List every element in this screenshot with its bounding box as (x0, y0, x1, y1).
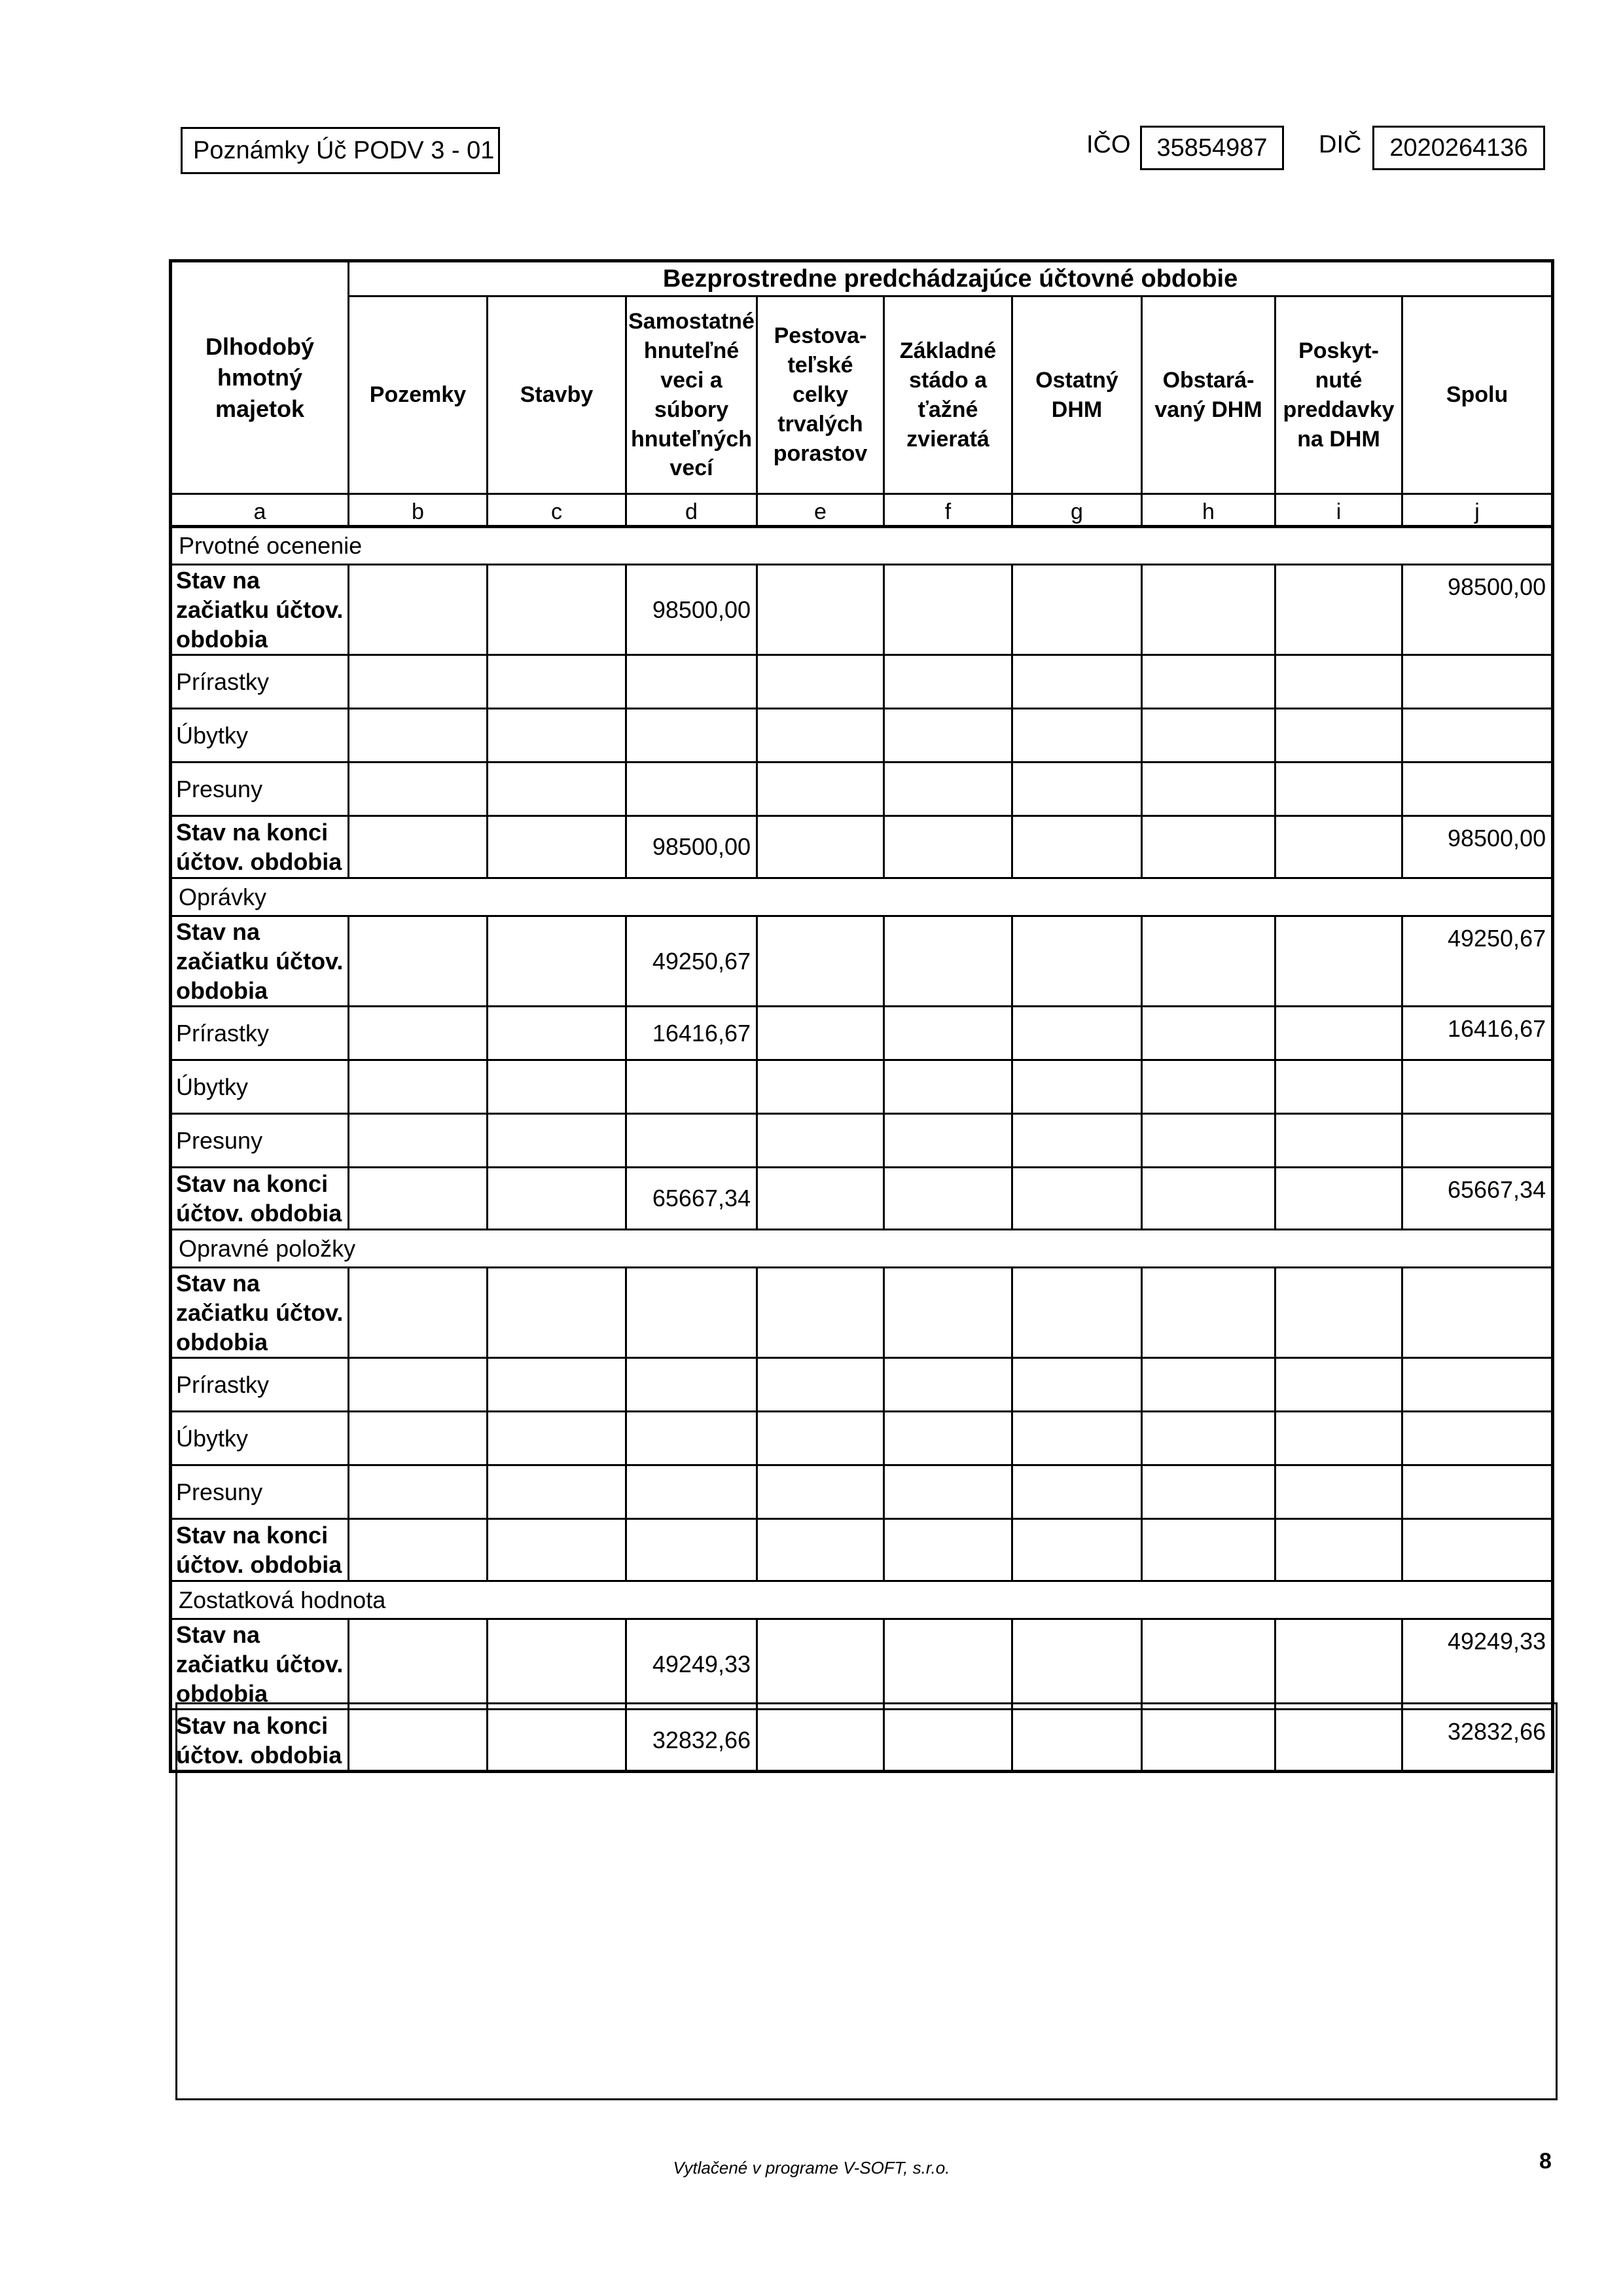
value-cell (757, 916, 884, 1007)
column-letter: i (1275, 494, 1402, 527)
row-label: Presuny (171, 1465, 349, 1519)
column-letter: b (349, 494, 488, 527)
form-code-box (181, 127, 500, 174)
value-cell (757, 565, 884, 655)
column-header: Pozemky (349, 296, 488, 494)
value-cell (1275, 1619, 1402, 1710)
value-cell (1402, 1358, 1553, 1412)
column-letter: j (1402, 494, 1553, 527)
row-label: Presuny (171, 1114, 349, 1168)
row-header: Dlhodobý hmotný majetok (171, 261, 349, 494)
row-label: Presuny (171, 762, 349, 816)
value-cell (757, 1268, 884, 1358)
value-cell (1402, 1060, 1553, 1114)
row-label: Stav na konci účtov. obdobia (171, 816, 349, 878)
row-label: Stav na začiatku účtov. obdobia (171, 916, 349, 1007)
value-cell: 65667,34 (1402, 1168, 1553, 1230)
value-cell (1142, 1007, 1275, 1060)
value-cell (349, 1268, 488, 1358)
value-cell (1275, 1060, 1402, 1114)
value-cell (626, 1268, 757, 1358)
table-row (171, 1465, 1553, 1519)
table-row (171, 916, 1553, 1007)
value-cell (626, 655, 757, 709)
value-cell (1142, 1060, 1275, 1114)
value-cell (757, 655, 884, 709)
table-row (171, 565, 1553, 655)
value-cell: 98500,00 (1402, 816, 1553, 878)
value-cell (488, 816, 626, 878)
value-cell (1142, 916, 1275, 1007)
value-cell (1275, 1268, 1402, 1358)
column-letter: c (488, 494, 626, 527)
period-title: Bezprostredne predchádzajúce účtovné obdobie (349, 261, 1553, 296)
value-cell (757, 762, 884, 816)
value-cell (488, 1412, 626, 1465)
table-row (171, 655, 1553, 709)
section-title: Zostatková hodnota (171, 1581, 1553, 1619)
value-cell (1275, 1519, 1402, 1581)
value-cell (1012, 655, 1142, 709)
value-cell (626, 1114, 757, 1168)
value-cell (349, 1007, 488, 1060)
value-cell (626, 762, 757, 816)
value-cell (488, 1168, 626, 1230)
value-cell (884, 1412, 1012, 1465)
value-cell (757, 1412, 884, 1465)
value-cell (488, 916, 626, 1007)
value-cell (884, 1007, 1012, 1060)
row-label: Stav na začiatku účtov. obdobia (171, 565, 349, 655)
row-label: Stav na konci účtov. obdobia (171, 1710, 349, 1772)
table-row (171, 1358, 1553, 1412)
value-cell (1142, 1114, 1275, 1168)
value-cell (349, 1465, 488, 1519)
assets-table (169, 259, 1554, 1773)
value-cell (884, 1465, 1012, 1519)
column-header: Samostatné hnuteľné veci a súbory hnuteľných vecí (626, 296, 757, 494)
value-cell (1402, 762, 1553, 816)
value-cell (884, 1060, 1012, 1114)
value-cell (757, 1114, 884, 1168)
value-cell (1142, 1358, 1275, 1412)
value-cell (1142, 1619, 1275, 1710)
column-letter: g (1012, 494, 1142, 527)
value-cell (349, 1168, 488, 1230)
value-cell (488, 565, 626, 655)
value-cell (1142, 1268, 1275, 1358)
value-cell (884, 1358, 1012, 1412)
row-label: Stav na začiatku účtov. obdobia (171, 1619, 349, 1710)
value-cell (349, 916, 488, 1007)
value-cell (349, 816, 488, 878)
value-cell (349, 762, 488, 816)
value-cell (884, 916, 1012, 1007)
table-row (171, 816, 1553, 878)
value-cell: 32832,66 (1402, 1710, 1553, 1772)
value-cell (884, 1114, 1012, 1168)
value-cell: 16416,67 (1402, 1007, 1553, 1060)
value-cell (884, 565, 1012, 655)
value-cell (1402, 1519, 1553, 1581)
value-cell (884, 1268, 1012, 1358)
table-row (171, 1268, 1553, 1358)
value-cell (1012, 762, 1142, 816)
value-cell (1012, 709, 1142, 762)
value-cell (488, 1007, 626, 1060)
value-cell (488, 1268, 626, 1358)
table-row (171, 1114, 1553, 1168)
page-number: 8 (1539, 2149, 1552, 2174)
value-cell (884, 1519, 1012, 1581)
value-cell (884, 1168, 1012, 1230)
value-cell: 65667,34 (626, 1168, 757, 1230)
row-label: Stav na konci účtov. obdobia (171, 1168, 349, 1230)
value-cell (488, 1465, 626, 1519)
value-cell (349, 1060, 488, 1114)
table-row (171, 1412, 1553, 1465)
footer-text: Vytlačené v programe V-SOFT, s.r.o. (673, 2158, 950, 2178)
value-cell (1012, 1465, 1142, 1519)
table-row (171, 1007, 1553, 1060)
value-cell: 98500,00 (626, 565, 757, 655)
value-cell (884, 1619, 1012, 1710)
value-cell (1402, 1412, 1553, 1465)
row-label: Prírastky (171, 1358, 349, 1412)
row-label: Stav na konci účtov. obdobia (171, 1519, 349, 1581)
value-cell (757, 709, 884, 762)
value-cell: 98500,00 (1402, 565, 1553, 655)
value-cell (349, 1358, 488, 1412)
form-code: Poznámky Úč PODV 3 - 01 (193, 136, 495, 164)
row-label: Úbytky (171, 1412, 349, 1465)
value-cell (1275, 1168, 1402, 1230)
value-cell (757, 1168, 884, 1230)
value-cell (488, 1358, 626, 1412)
value-cell (626, 1412, 757, 1465)
value-cell (1012, 1412, 1142, 1465)
value-cell (757, 816, 884, 878)
table-row (171, 1060, 1553, 1114)
row-label: Prírastky (171, 655, 349, 709)
value-cell (1012, 1358, 1142, 1412)
dic-label: DIČ (1319, 131, 1362, 158)
value-cell (1402, 1114, 1553, 1168)
value-cell (757, 1060, 884, 1114)
value-cell: 49249,33 (626, 1619, 757, 1710)
value-cell (757, 1007, 884, 1060)
value-cell (1142, 1519, 1275, 1581)
value-cell (1402, 709, 1553, 762)
value-cell (626, 1465, 757, 1519)
value-cell: 49249,33 (1402, 1619, 1553, 1710)
value-cell (1142, 1168, 1275, 1230)
value-cell (1012, 1060, 1142, 1114)
value-cell: 32832,66 (626, 1710, 757, 1772)
value-cell (488, 1619, 626, 1710)
value-cell (1012, 1168, 1142, 1230)
value-cell (1012, 1007, 1142, 1060)
value-cell (1142, 762, 1275, 816)
value-cell (626, 709, 757, 762)
value-cell (626, 1519, 757, 1581)
value-cell (1275, 816, 1402, 878)
value-cell (488, 655, 626, 709)
value-cell (1012, 816, 1142, 878)
value-cell (1275, 1007, 1402, 1060)
value-cell: 16416,67 (626, 1007, 757, 1060)
value-cell (1012, 1114, 1142, 1168)
value-cell (349, 655, 488, 709)
value-cell (1275, 565, 1402, 655)
table-row (171, 1619, 1553, 1710)
value-cell (884, 762, 1012, 816)
value-cell (1275, 1114, 1402, 1168)
ico-label: IČO (1086, 131, 1131, 158)
value-cell (1142, 816, 1275, 878)
value-cell (488, 1519, 626, 1581)
value-cell (757, 1465, 884, 1519)
section-title: Opravné položky (171, 1230, 1553, 1268)
value-cell (1012, 565, 1142, 655)
value-cell (1275, 916, 1402, 1007)
section-title: Oprávky (171, 878, 1553, 916)
value-cell (884, 655, 1012, 709)
column-letter: h (1142, 494, 1275, 527)
row-label: Prírastky (171, 1007, 349, 1060)
value-cell (1012, 1519, 1142, 1581)
value-cell (1275, 709, 1402, 762)
value-cell (757, 1519, 884, 1581)
value-cell (626, 1060, 757, 1114)
column-header: Ostatný DHM (1012, 296, 1142, 494)
value-cell (349, 709, 488, 762)
table-row (171, 709, 1553, 762)
value-cell (349, 1412, 488, 1465)
value-cell (349, 1619, 488, 1710)
value-cell (1012, 1619, 1142, 1710)
value-cell (488, 1060, 626, 1114)
value-cell (349, 565, 488, 655)
value-cell (1142, 709, 1275, 762)
value-cell (488, 1114, 626, 1168)
column-header: Poskyt- nuté preddavky na DHM (1275, 296, 1402, 494)
value-cell (1275, 1465, 1402, 1519)
column-header: Spolu (1402, 296, 1553, 494)
table-row (171, 1168, 1553, 1230)
column-header: Pestova- teľské celky trvalých porastov (757, 296, 884, 494)
value-cell (884, 709, 1012, 762)
value-cell (1142, 565, 1275, 655)
dic-box (1372, 126, 1545, 170)
column-letter: a (171, 494, 349, 527)
ico-value: 35854987 (1156, 134, 1268, 162)
value-cell (1142, 655, 1275, 709)
column-letter: f (884, 494, 1012, 527)
value-cell (626, 1358, 757, 1412)
dic-value: 2020264136 (1389, 134, 1528, 162)
column-header: Základné stádo a ťažné zvieratá (884, 296, 1012, 494)
row-label: Stav na začiatku účtov. obdobia (171, 1268, 349, 1358)
value-cell (349, 1519, 488, 1581)
value-cell (1012, 916, 1142, 1007)
value-cell (1275, 1412, 1402, 1465)
value-cell: 49250,67 (626, 916, 757, 1007)
row-label: Úbytky (171, 709, 349, 762)
value-cell (1142, 1465, 1275, 1519)
value-cell (1142, 1412, 1275, 1465)
value-cell (1402, 655, 1553, 709)
notes-box (175, 1702, 1558, 2100)
value-cell (1012, 1268, 1142, 1358)
value-cell (1275, 762, 1402, 816)
column-header: Stavby (488, 296, 626, 494)
value-cell (757, 1619, 884, 1710)
value-cell (1402, 1465, 1553, 1519)
value-cell: 49250,67 (1402, 916, 1553, 1007)
value-cell (1275, 1358, 1402, 1412)
column-header: Obstará- vaný DHM (1142, 296, 1275, 494)
section-title: Prvotné ocenenie (171, 527, 1553, 565)
value-cell (349, 1114, 488, 1168)
column-letter: d (626, 494, 757, 527)
ico-box (1140, 126, 1284, 170)
value-cell: 98500,00 (626, 816, 757, 878)
value-cell (1275, 655, 1402, 709)
value-cell (757, 1358, 884, 1412)
value-cell (488, 762, 626, 816)
value-cell (488, 709, 626, 762)
row-label: Úbytky (171, 1060, 349, 1114)
table-row (171, 1519, 1553, 1581)
value-cell (884, 816, 1012, 878)
table-row (171, 762, 1553, 816)
column-letter: e (757, 494, 884, 527)
value-cell (1402, 1268, 1553, 1358)
